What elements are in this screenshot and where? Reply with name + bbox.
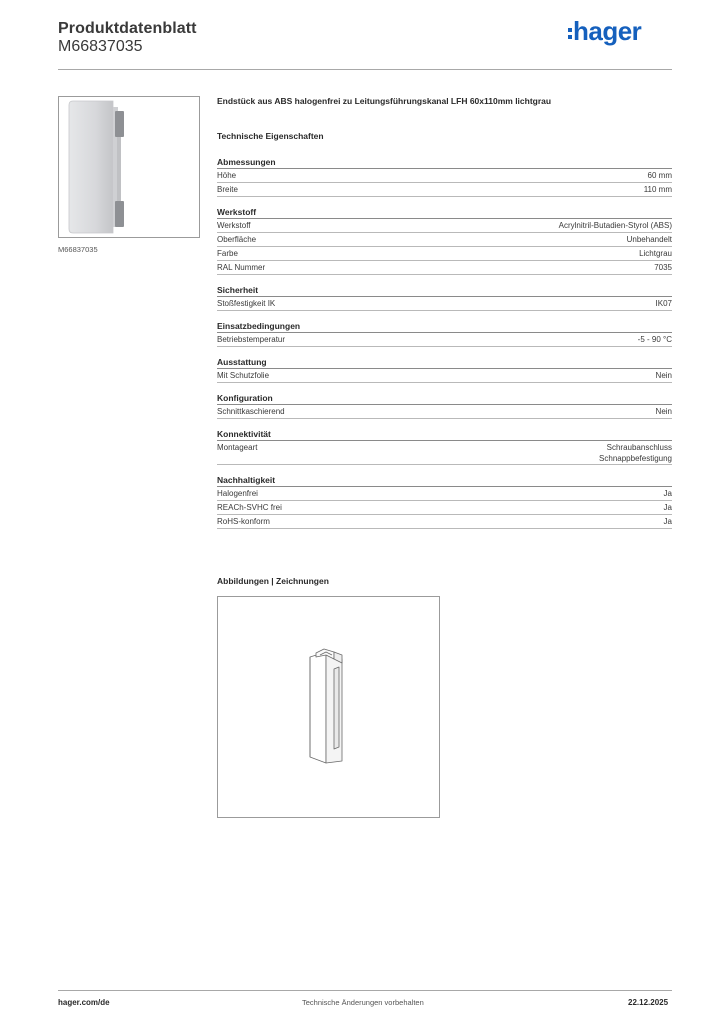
spec-section-title: Ausstattung [217,355,672,369]
spec-section-operating-conditions [217,319,672,347]
document-title: Produktdatenblatt [58,20,197,37]
spec-value-line: Schnappbefestigung [599,454,672,463]
footer-notice: Technische Änderungen vorbehalten [302,998,424,1007]
spec-row [217,183,672,197]
spec-section-title: Nachhaltigkeit [217,473,672,487]
spec-row [217,515,672,529]
spec-value: Unbehandelt [626,235,672,244]
spec-section-equipment [217,355,672,383]
spec-label: Montageart [217,443,258,452]
technical-drawing [217,596,440,818]
spec-label: Halogenfrei [217,489,258,498]
spec-value: -5 - 90 °C [637,335,672,344]
end-cap-photo-icon [59,97,199,237]
spec-value: Ja [663,489,672,498]
spec-label: REACh-SVHC frei [217,503,282,512]
spec-label: Stoßfestigkeit IK [217,299,276,308]
brand-logo [568,16,641,47]
spec-row [217,169,672,183]
spec-value: Ja [663,503,672,512]
spec-value: 7035 [654,263,672,272]
product-photo-caption: M66837035 [58,245,98,254]
footer-date: 22.12.2025 [628,998,669,1007]
drawings-heading: Abbildungen | Zeichnungen [217,576,329,586]
spec-label: RAL Nummer [217,263,266,272]
end-cap-drawing-icon [218,597,439,817]
spec-label: Betriebstemperatur [217,335,286,344]
product-photo [58,96,200,238]
spec-label: Breite [217,185,238,194]
spec-label: Farbe [217,249,238,258]
spec-label: Höhe [217,171,237,180]
spec-value: Nein [655,371,672,380]
spec-label: RoHS-konform [217,517,270,526]
spec-value: Ja [663,517,672,526]
spec-value: IK07 [655,299,672,308]
spec-row [217,261,672,275]
spec-row [217,297,672,311]
spec-table [217,153,672,537]
article-number: M66837035 [58,38,143,55]
spec-label: Mit Schutzfolie [217,371,270,380]
spec-value: Acrylnitril-Butadien-Styrol (ABS) [558,221,672,230]
spec-section-title: Konfiguration [217,391,672,405]
footer-divider [58,990,672,991]
spec-row [217,487,672,501]
spec-row [217,233,672,247]
spec-section-connectivity [217,427,672,465]
spec-row [217,247,672,261]
spec-row [217,405,672,419]
spec-row [217,369,672,383]
product-description: Endstück aus ABS halogenfrei zu Leitungsführungskanal LFH 60x110mm lichtgrau [217,96,552,106]
logo-dots-icon [568,25,572,42]
spec-value: 110 mm [643,185,672,194]
spec-value: Lichtgrau [639,249,672,258]
spec-section-title: Abmessungen [217,155,672,169]
brand-name: hager [573,16,642,46]
spec-row [217,441,672,465]
header-divider [58,69,672,70]
footer-website: hager.com/de [58,998,110,1007]
spec-value: Nein [655,407,672,416]
spec-value [599,442,672,464]
spec-value: 60 mm [647,171,672,180]
spec-section-safety [217,283,672,311]
spec-row [217,219,672,233]
spec-section-title: Konnektivität [217,427,672,441]
spec-section-title: Sicherheit [217,283,672,297]
spec-section-title: Einsatzbedingungen [217,319,672,333]
tech-properties-heading: Technische Eigenschaften [217,131,324,141]
spec-section-dimensions [217,155,672,197]
spec-section-title: Werkstoff [217,205,672,219]
spec-label: Oberfläche [217,235,257,244]
spec-section-configuration [217,391,672,419]
spec-label: Werkstoff [217,221,251,230]
spec-row [217,501,672,515]
spec-section-material [217,205,672,275]
spec-label: Schnittkaschierend [217,407,285,416]
spec-row [217,333,672,347]
spec-section-sustainability [217,473,672,529]
spec-value-line: Schraubanschluss [606,443,672,452]
